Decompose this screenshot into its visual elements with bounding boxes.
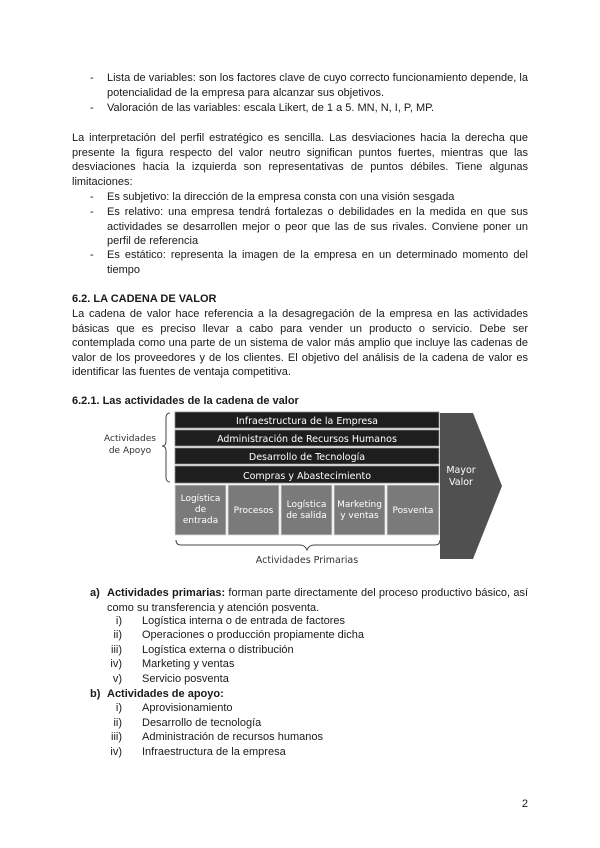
support-bar — [175, 466, 439, 483]
list-text: Es subjetivo: la dirección de la empresa consta con una visión sesgada — [107, 191, 455, 203]
item-text: Desarrollo de tecnología — [142, 717, 262, 729]
item-number: iv) — [110, 658, 122, 670]
list-dash: - — [90, 102, 94, 114]
primary-box-label: de — [194, 505, 207, 515]
primary-brace — [176, 540, 440, 550]
primary-box-label: Procesos — [233, 506, 274, 516]
list-letter: a) — [90, 587, 100, 599]
item-text: Aprovisionamiento — [142, 702, 233, 714]
list-dash: - — [90, 249, 94, 261]
support-label-line: Actividades — [104, 434, 156, 444]
item-text: Marketing y ventas — [142, 658, 235, 670]
primary-box — [281, 485, 332, 535]
primary-box — [175, 485, 226, 535]
primary-box-label: y ventas — [340, 511, 379, 521]
list-text: Lista de variables: son los factores clave de cuyo correcto funcionamiento depende, la potencialidad de la empresa para alcanzar sus objetivos. — [107, 72, 528, 99]
list-text: Es relativo: una empresa tendrá fortalezas o debilidades en la medida en que sus actividades se desarrollen mejor o peor que las de sus rivales. Conviene poner un perfil de referencia — [107, 206, 528, 248]
margin-label-line: Valor — [449, 477, 473, 488]
item-number: v) — [112, 673, 122, 685]
item-number: ii) — [113, 629, 122, 641]
list-text: Es estático: representa la imagen de la empresa en un determinado momento del tiempo — [107, 249, 528, 276]
list-dash: - — [90, 206, 94, 218]
margin-label-line: Mayor — [446, 465, 476, 476]
list-head-body — [107, 586, 528, 615]
item-text: Administración de recursos humanos — [142, 731, 323, 743]
primary-box-label: entrada — [182, 516, 219, 526]
item-text: Servicio posventa — [142, 673, 229, 685]
primary-label: Actividades Primarias — [255, 555, 359, 566]
support-bar-label: Desarrollo de Tecnología — [248, 452, 366, 463]
item-text: Operaciones o producción propiamente dicha — [142, 629, 364, 641]
support-bar-label: Compras y Abastecimiento — [242, 471, 372, 482]
primary-box — [228, 485, 279, 535]
support-bar — [175, 412, 439, 428]
item-text: Infraestructura de la empresa — [142, 746, 286, 758]
support-bar-label: Administración de Recursos Humanos — [217, 434, 397, 445]
list-head-body — [107, 687, 528, 702]
list-title: Actividades de apoyo: — [107, 688, 224, 700]
item-number: iv) — [110, 746, 122, 758]
list-dash: - — [90, 72, 94, 84]
section-paragraph: La cadena de valor hace referencia a la desagregación de la empresa en las actividades básicas que es preciso llevar a cabo para vender un producto o servicio. Debe ser contemplada como una parte de un sistema de valor más amplio que incluye las cadenas de valor de los proveedores y de los clientes. El objetivo del análisis de la cadena de valor es identificar las fuentes de ventaja competitiva. — [72, 308, 528, 379]
support-bar-label: Infraestructura de la Empresa — [235, 416, 379, 427]
primary-box-label: Logística — [180, 494, 221, 504]
item-number: i) — [115, 615, 122, 627]
support-brace — [162, 413, 170, 482]
primary-box-label: Marketing — [337, 500, 382, 510]
list-title: Actividades primarias: — [107, 587, 226, 599]
item-number: iii) — [111, 731, 122, 743]
primary-box-label: de salida — [286, 511, 327, 521]
value-chain-diagram — [100, 409, 510, 572]
section-heading: 6.2. LA CADENA DE VALOR — [72, 293, 217, 305]
item-text: Logística externa o distribución — [142, 644, 294, 656]
item-number: iii) — [111, 644, 122, 656]
primary-box — [387, 485, 439, 535]
list-letter: b) — [90, 688, 101, 700]
support-bar — [175, 448, 439, 464]
item-text: Logística interna o de entrada de factores — [142, 615, 346, 627]
interpretation-paragraph: La interpretación del perfil estratégico es sencilla. Las desviaciones hacia la derecha que presente la figura respecto del valor neutro significan puntos fuertes, mientras que las desviaciones hacia la izquierda son representativas de puntos débiles. Tiene algunas limitaciones: — [72, 132, 528, 188]
support-label-line: de Apoyo — [108, 446, 152, 456]
list-text: Valoración de las variables: escala Likert, de 1 a 5. MN, N, I, P, MP. — [107, 102, 435, 114]
primary-box-label: Posventa — [392, 506, 434, 516]
item-number: i) — [115, 702, 122, 714]
item-number: ii) — [113, 717, 122, 729]
list-dash: - — [90, 191, 94, 203]
support-bar — [175, 430, 439, 446]
page-number: 2 — [521, 798, 528, 810]
primary-box-label: Logística — [286, 500, 327, 510]
primary-box — [334, 485, 385, 535]
list-description: forman parte directamente del proceso productivo básico, así como su transferencia y atención posventa. — [107, 587, 528, 614]
subsection-heading: 6.2.1. Las actividades de la cadena de valor — [72, 395, 299, 407]
